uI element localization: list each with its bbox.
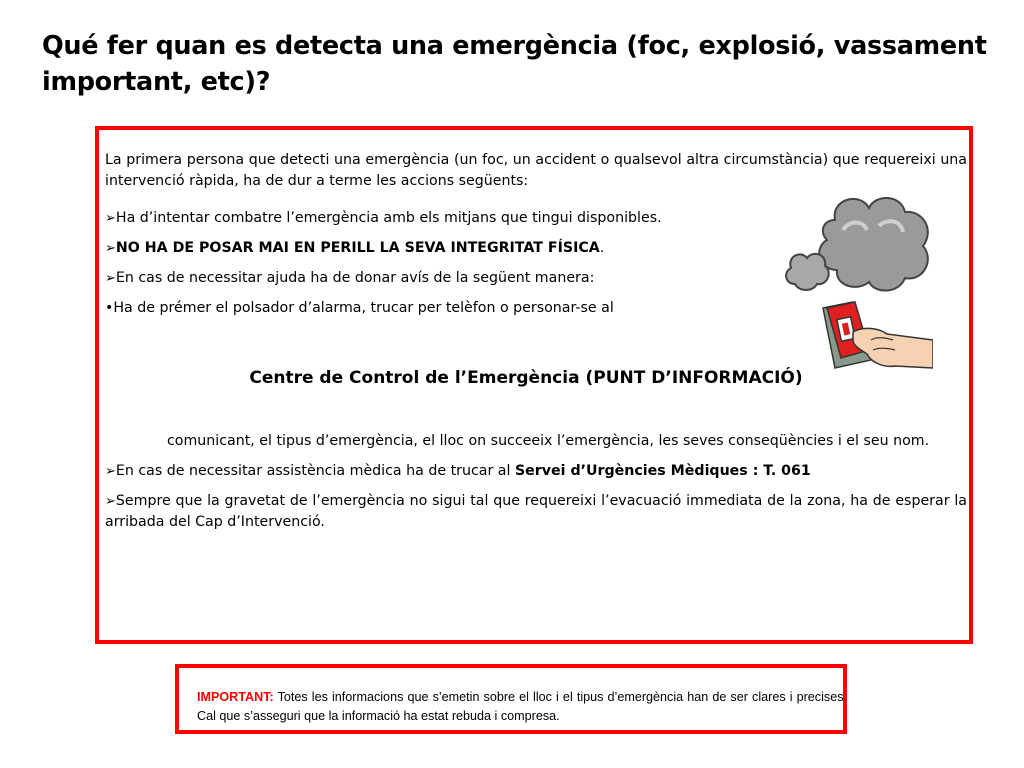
page-title: Qué fer quan es detecta una emergència (foc, explosió, vassament important, etc)?: [42, 31, 987, 97]
important-notice: [197, 688, 847, 726]
bullet-alarm-text: Ha de prémer el polsador d’alarma, trucar per telèfon o personar-se al: [113, 300, 614, 316]
arrow-bullet-icon: ➢: [105, 241, 116, 256]
smoke-icon: [786, 198, 928, 291]
communicating-text: comunicant, el tipus d’emergència, el lloc on succeeix l’emergència, les seves conseqüències i el seu nom.: [167, 433, 930, 449]
bullet-notify-text: En cas de necessitar ajuda ha de donar avís de la següent manera:: [115, 270, 595, 286]
communicating-paragraph: [105, 431, 967, 452]
arrow-bullet-icon: ➢: [105, 271, 116, 286]
important-label: IMPORTANT:: [197, 690, 274, 704]
bullet-medical-text: En cas de necessitar assistència mèdica ha de trucar al: [115, 463, 515, 479]
emergency-instructions-box: [95, 126, 973, 644]
bullet-evacuation-text: Sempre que la gravetat de l’emergència no sigui tal que requereixi l’evacuació immediata de la zona, ha de esperar la arribada del Cap d’Intervenció.: [105, 493, 967, 530]
important-text: Totes les informacions que s’emetin sobre el lloc i el tipus d’emergència han de ser clares i precises. Cal que s’asseguri que la informació ha estat rebuda i compresa.: [197, 690, 847, 723]
bullet-medical: [105, 461, 967, 482]
bullet-safety-tail: .: [599, 240, 605, 256]
control-centre-heading: Centre de Control de l’Emergència (PUNT D’INFORMACIÓ): [249, 368, 803, 388]
alarm-illustration: [783, 190, 933, 390]
arrow-bullet-icon: ➢: [105, 494, 116, 509]
arrow-bullet-icon: ➢: [105, 211, 116, 226]
intro-paragraph: La primera persona que detecti una emergència (un foc, un accident o qualsevol altra circumstància) que requereixi una intervenció ràpida, ha de dur a terme les accions següents:: [105, 152, 967, 189]
dot-bullet-icon: •: [105, 300, 114, 316]
bullet-combat-text: Ha d’intentar combatre l’emergència amb els mitjans que tingui disponibles.: [115, 210, 662, 226]
arrow-bullet-icon: ➢: [105, 464, 116, 479]
bullet-evacuation: [105, 491, 967, 533]
medical-service-phone: Servei d’Urgències Mèdiques : T. 061: [514, 463, 811, 479]
important-notice-box: [175, 664, 847, 734]
bullet-safety-bold: NO HA DE POSAR MAI EN PERILL LA SEVA INTEGRITAT FÍSICA: [115, 240, 600, 256]
